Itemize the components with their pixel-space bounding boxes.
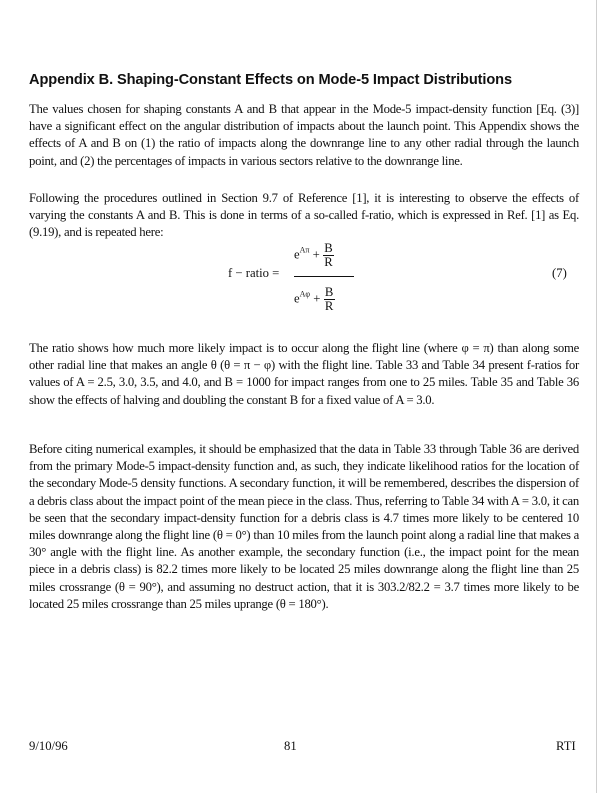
numerator-exponent: Aπ (299, 245, 310, 255)
page-edge-divider (596, 0, 597, 793)
denominator-exponent: Aφ (299, 289, 311, 299)
f-ratio-equation (29, 236, 589, 332)
paragraph-intro: The values chosen for shaping constants A and B that appear in the Mode-5 impact-density function [Eq. (3)] have a significant effect on the angular distribution of impacts about the launch point. This Appendix shows the effects of A and B on (1) the ratio of impacts along the downrange line to any other radial through the launch point, and (2) the percentages of impacts in various sectors relative to the downrange line. (29, 102, 579, 168)
equation-lhs: f − ratio = (228, 266, 280, 280)
equation-denominator: $e^{A\varphi}$ + $\frac{B}{R}$ (294, 285, 334, 313)
footer-page-number: 81 (284, 739, 297, 753)
paragraph-ratio-explanation: The ratio shows how much more likely impact is to occur along the flight line (where φ = π) than along some other radial line that makes an angle θ (θ = π − φ) with the flight line. Table 33 and Table 34 present f-ratios for values of A = 2.5, 3.0, 3.5, and 4.0, and B = 1000 for impact ranges from one to 25 miles. Table 35 and Table 36 show the effects of halving and doubling the constant B for a fixed value of A = 3.0. (29, 341, 579, 407)
fraction-bar (294, 276, 354, 277)
footer-organization: RTI (556, 739, 576, 753)
footer-date: 9/10/96 (29, 739, 68, 753)
paragraph-f-ratio-intro: Following the procedures outlined in Section 9.7 of Reference [1], it is interesting to observe the effects of varying the constants A and B. This is done in terms of a so-called f-ratio, which is expressed in Ref. [1] as Eq. (9.19), and is repeated here: (29, 191, 579, 240)
equation-numerator: $e^{A\pi}$ + $\frac{B}{R}$ (294, 241, 333, 269)
appendix-heading: Appendix B. Shaping-Constant Effects on Mode-5 Impact Distributions (29, 72, 513, 88)
numerator-b-over-r: $\frac{B}{R}$ (324, 241, 333, 269)
equation-number: (7) (552, 266, 567, 280)
paragraph-examples: Before citing numerical examples, it should be emphasized that the data in Table 33 through Table 36 are derived from the primary Mode-5 impact-density function and, as such, they indicate likelihood ratios for the location of the secondary Mode-5 density functions. A secondary function, it will be remembered, describes the dispersion of a debris class about the impact point of the mean piece in the class. Thus, referring to Table 34 with A = 3.0, it can be seen that the secondary impact-density function for a debris class is 4.7 times more likely to be centered 10 miles downrange along the flight line (θ = 0°) than 10 miles from the launch point along a radial line that makes a 30° angle with the flight line. As another example, the secondary function (i.e., the impact point for the mean piece in a debris class) is 82.2 times more likely to be located 25 miles downrange along the flight line than 25 miles crossrange (θ = 90°), and assuming no destruct action, that it is 303.2/82.2 = 3.7 times more likely to be located 25 miles crossrange than 25 miles uprange (θ = 180°). (29, 442, 579, 611)
denominator-b-over-r: $\frac{B}{R}$ (324, 285, 334, 313)
